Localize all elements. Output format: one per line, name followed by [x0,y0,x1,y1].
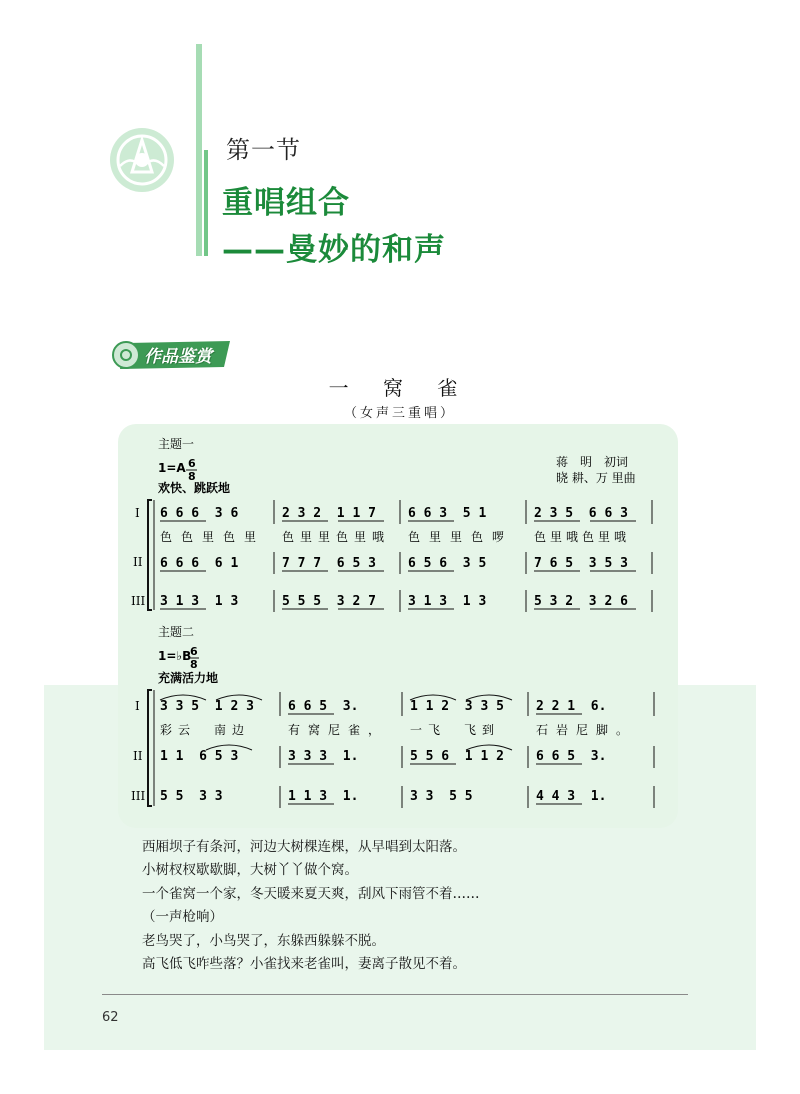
theme2-time-top: 6 [190,645,198,658]
theme2-part3-bar4: 4 4 3 1. [536,789,607,804]
theme2-part2-bar1: 1 1 6 5 3 [160,749,239,764]
theme1-tempo: 欢快、跳跃地 [158,481,231,495]
page-number: 62 [102,1010,119,1025]
theme1-system [131,500,652,612]
theme1-credits-composer: 晓 耕、万 里曲 [556,471,636,485]
lyrics-line: 一个雀窝一个家，冬天暖来夏天爽，刮风下雨管不着…… [142,885,480,902]
theme1-part2-bar4: 7 6 5 3 5 3 [534,556,628,571]
theme1-part2-bar2: 7 7 7 6 5 3 [282,556,376,571]
lyrics-line: （一声枪响） [142,909,223,926]
section-label: 第一节 [226,136,301,164]
theme1-part3-bar3: 3 1 3 1 3 [408,594,487,609]
theme2-part2-bar2: 3 3 3 1. [288,749,359,764]
song-subtitle: （女声三重唱） [343,406,456,421]
theme2-lyric1: 彩云 南边 [160,723,251,737]
lyrics-line: 西厢坝子有条河，河边大树棵连棵，从早唱到太阳落。 [142,839,466,855]
lyrics-block [142,836,480,976]
theme1-part3-bar4: 5 3 2 3 2 6 [534,594,628,609]
theme2-part2-bar3: 5 5 6 1 1 2 [410,749,504,764]
theme2-part1-label: I [135,699,140,713]
theme1-part3-label: III [131,594,146,608]
theme1-part1-bar1: 6 6 6 3 6 [160,506,239,521]
theme1-time-top: 6 [188,457,196,470]
page-title: 重唱组合 [222,185,350,221]
theme1-credits-lyricist: 蒋 明 初词 [556,455,629,469]
theme1-part2-bar1: 6 6 6 6 1 [160,556,239,571]
theme2-part2-label: II [133,749,143,763]
theme2-part1-bar2: 6 6 5 3. [288,699,359,714]
theme2-part1-bar4: 2 2 1 6. [536,699,607,714]
theme2-part3-bar1: 5 5 3 3 [160,789,223,804]
theme1-part3-bar1: 3 1 3 1 3 [160,594,239,609]
theme1-lyric1: 色色里色里 [160,530,266,544]
theme2-lyric3: 一飞 飞到 [410,723,501,737]
song-title: 一 窝 雀 [328,376,472,400]
theme2-part2-bar4: 6 6 5 3. [536,749,607,764]
theme2-label: 主题二 [158,625,195,639]
theme2-part1-bar3: 1 1 2 3 3 5 [410,699,504,714]
theme2-part3-bar3: 3 3 5 5 [410,789,473,804]
theme1-lyric3: 色里里色啰 [408,530,514,544]
theme1-lyric2: 色里里色里哦 [282,530,391,544]
theme2-part3-label: III [131,789,146,803]
theme2-tempo: 充满活力地 [158,671,219,685]
theme2-part1-bar1: 3 3 5 1 2 3 [160,699,254,714]
theme1-part1-bar3: 6 6 3 5 1 [408,506,487,521]
theme1-part3-bar2: 5 5 5 3 2 7 [282,594,376,609]
theme2-lyric2: 有窝尼雀， [288,723,389,737]
theme1-time-bottom: 8 [188,470,196,483]
lyrics-line: 高飞低飞咋些落？小雀找来老雀叫，妻离子散见不着。 [142,956,466,973]
theme1-label: 主题一 [158,437,195,451]
theme1-key: 1=A [158,461,186,475]
theme1-part2-bar3: 6 5 6 3 5 [408,556,487,571]
theme2-lyric4: 石岩尼脚。 [536,723,637,737]
lyrics-line: 小树杈杈歇歇脚，大树丫丫做个窝。 [142,862,358,879]
theme1-lyric4: 色里哦色里哦 [534,530,631,544]
footer-divider [102,994,688,995]
theme2-time-bottom: 8 [190,658,198,671]
lyrics-line: 老鸟哭了，小鸟哭了，东躲西躲躲不脱。 [142,932,385,949]
theme2-key: 1=♭B [158,649,192,663]
theme2-part3-bar2: 1 1 3 1. [288,789,359,804]
page-subtitle: ——曼妙的和声 [222,232,446,268]
theme1-part1-bar4: 2 3 5 6 6 3 [534,506,628,521]
theme1-part1-bar2: 2 3 2 1 1 7 [282,506,376,521]
theme1-part1-label: I [135,506,140,520]
badge-label: 作品鉴赏 [144,347,212,367]
theme1-part2-label: II [133,555,143,569]
theme2-system [131,690,654,808]
